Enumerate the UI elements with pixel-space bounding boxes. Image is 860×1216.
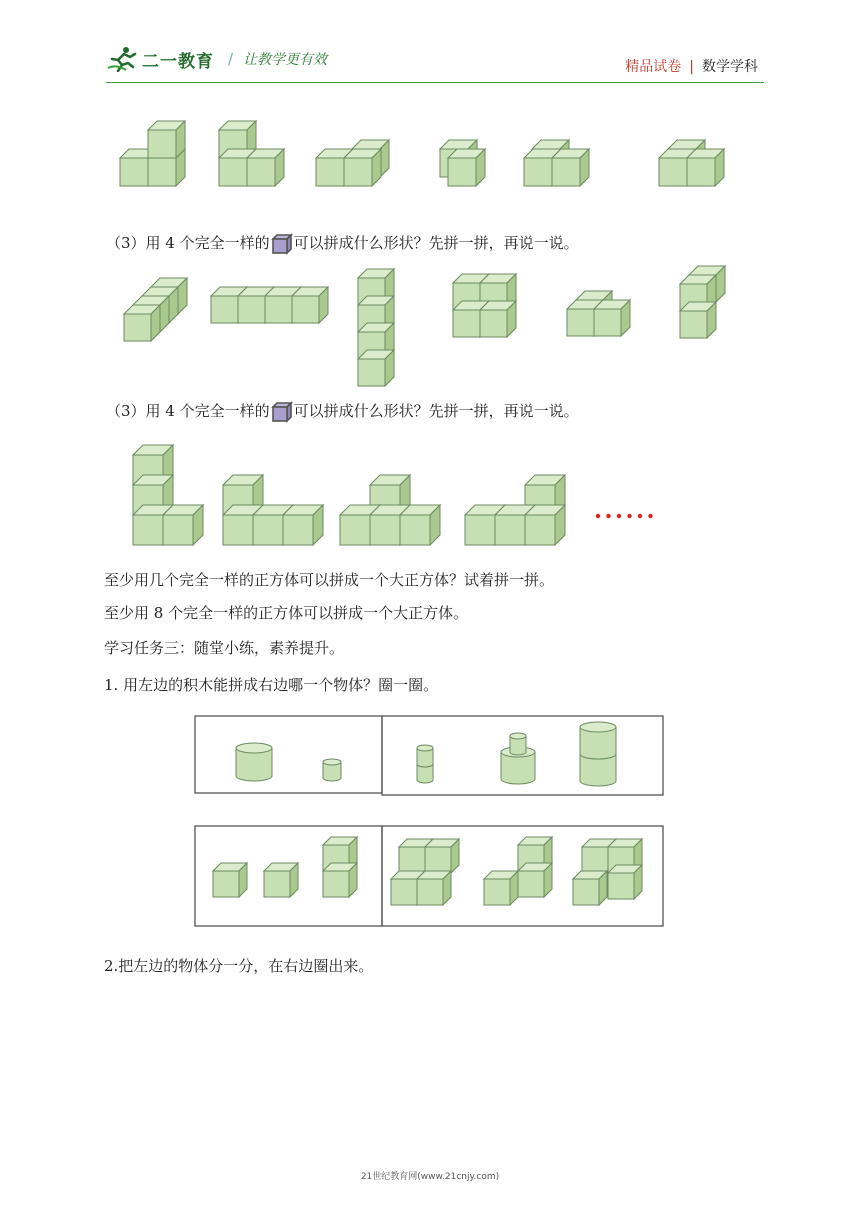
footer: 21世纪教育网(www.21cnjy.com) — [360, 1172, 500, 1182]
slogan: 让教学更有效 — [243, 52, 328, 68]
shape-r2-square — [453, 274, 516, 337]
cube — [680, 302, 716, 338]
task3-heading: 学习任务三：随堂小练，素养提升。 — [104, 639, 345, 657]
cube — [594, 300, 630, 336]
shape-r1-2 — [219, 121, 284, 186]
header-divider: / — [228, 50, 234, 68]
logo-text: 二一教育 — [142, 51, 214, 72]
cube — [400, 505, 440, 545]
cube — [484, 871, 518, 905]
q3a-text-before: （3）用 4 个完全一样的 — [106, 234, 270, 252]
cylinder-top-small — [510, 733, 526, 755]
cube — [687, 149, 724, 186]
cube — [525, 505, 565, 545]
cube — [448, 149, 485, 186]
cube — [148, 121, 185, 158]
shape-r1-6 — [659, 140, 724, 186]
cube — [480, 301, 516, 337]
shape-r1-4 — [440, 140, 485, 186]
cube — [124, 305, 160, 341]
shape-r3-4 — [465, 475, 565, 545]
cube — [323, 863, 357, 897]
ellipsis-dots — [596, 514, 653, 518]
q3b-text-after: 可以拼成什么形状？先拼一拼，再说一说。 — [293, 402, 579, 420]
shape-r1-1 — [120, 121, 185, 186]
subject-label: 数学学科 — [702, 59, 758, 75]
cube — [163, 505, 203, 545]
shape-r3-1 — [133, 445, 203, 545]
shape-r2-row4 — [211, 287, 328, 323]
column-2-cube — [323, 837, 357, 897]
q3b-line — [106, 400, 579, 423]
ex-shape-1 — [391, 839, 459, 905]
purple-cube-icon — [271, 401, 293, 423]
exercise-1: 1. 用左边的积木能拼成右边哪一个物体？圈一圈。 — [104, 676, 439, 694]
cube — [213, 863, 247, 897]
cylinder-small — [323, 759, 341, 781]
question-cube: 至少用几个完全一样的正方体可以拼成一个大正方体？试着拼一拼。 — [104, 571, 555, 589]
shape-r2-diagonal — [124, 278, 187, 341]
ex-shape-3 — [573, 839, 642, 905]
single-cube-1 — [213, 863, 247, 897]
cube — [292, 287, 328, 323]
shape-r1-5 — [524, 140, 589, 186]
cube — [344, 149, 381, 186]
shape-r3-3 — [340, 475, 440, 545]
cube — [425, 839, 459, 873]
q3a-line — [106, 232, 579, 255]
header-separator: | — [689, 59, 694, 75]
purple-cube-icon — [271, 233, 293, 255]
ex1-left-box — [195, 716, 382, 793]
q3b-text-before: （3）用 4 个完全一样的 — [106, 402, 270, 420]
q3a-text-after: 可以拼成什么形状？先拼一拼，再说一说。 — [293, 234, 579, 252]
single-cube-2 — [264, 863, 298, 897]
cube — [358, 350, 394, 386]
cube — [573, 871, 607, 905]
shape-r3-2 — [223, 475, 323, 545]
shape-r1-3 — [316, 140, 389, 186]
shape-r2-column4 — [358, 269, 394, 386]
cube — [608, 865, 642, 899]
cube — [552, 149, 589, 186]
cube — [283, 505, 323, 545]
cube — [417, 871, 451, 905]
cube — [518, 863, 552, 897]
cube — [264, 863, 298, 897]
exercise-2: 2.把左边的物体分一分，在右边圈出来。 — [104, 957, 374, 975]
cylinder-big-top — [580, 722, 616, 759]
quality-label: 精品试卷 — [625, 59, 682, 75]
ex-shape-2 — [484, 837, 552, 905]
cylinder-large — [236, 743, 272, 781]
shape-r2-5 — [567, 291, 630, 336]
cylinder-stack-top — [417, 745, 433, 767]
cube — [247, 149, 284, 186]
shape-r2-6 — [680, 266, 725, 338]
answer-cube: 至少用 8 个完全一样的正方体可以拼成一个大正方体。 — [104, 604, 469, 622]
